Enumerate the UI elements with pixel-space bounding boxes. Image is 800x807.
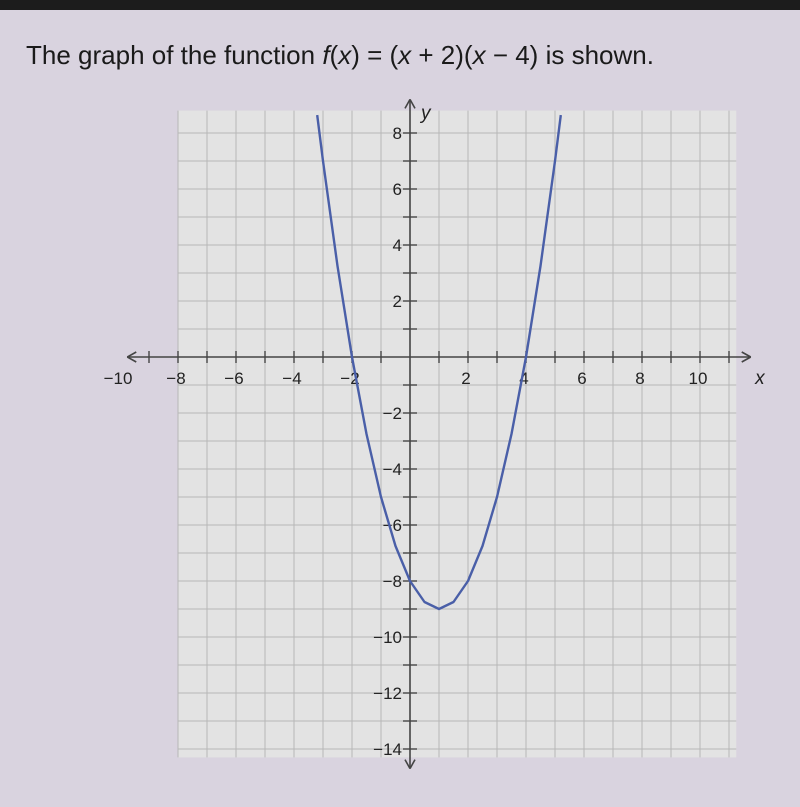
x-tick-label: −6 — [224, 369, 244, 388]
plot-area — [178, 111, 736, 758]
y-tick-label: −8 — [382, 572, 402, 591]
x-axis-label: x — [755, 368, 765, 389]
y-tick-label: −2 — [382, 404, 402, 423]
y-axis-label: y — [421, 103, 431, 124]
y-tick-label: 4 — [392, 236, 402, 255]
y-tick-label: −10 — [373, 628, 402, 647]
question-text: The graph of the function f(x) = (x + 2)(x − 4) is shown. — [26, 40, 654, 70]
x-tick-label: 8 — [635, 369, 645, 388]
x-tick-label: −10 — [103, 369, 133, 388]
x-tick-label: −4 — [282, 369, 302, 388]
y-tick-label: 8 — [392, 124, 402, 143]
function-graph — [60, 95, 765, 785]
y-tick-label: 6 — [392, 180, 402, 199]
y-tick-label: −6 — [382, 516, 402, 535]
y-tick-label: 2 — [392, 292, 402, 311]
y-tick-label: −12 — [373, 684, 402, 703]
top-bar — [0, 0, 800, 10]
x-tick-label: 2 — [461, 369, 471, 388]
x-tick-label: −8 — [166, 369, 186, 388]
y-tick-label: −14 — [373, 740, 402, 759]
y-tick-label: −4 — [382, 460, 402, 479]
x-tick-label: 4 — [519, 369, 529, 388]
x-tick-label: 10 — [688, 369, 708, 388]
graph — [60, 95, 765, 785]
x-tick-label: −2 — [340, 369, 360, 388]
x-tick-label: 6 — [577, 369, 587, 388]
